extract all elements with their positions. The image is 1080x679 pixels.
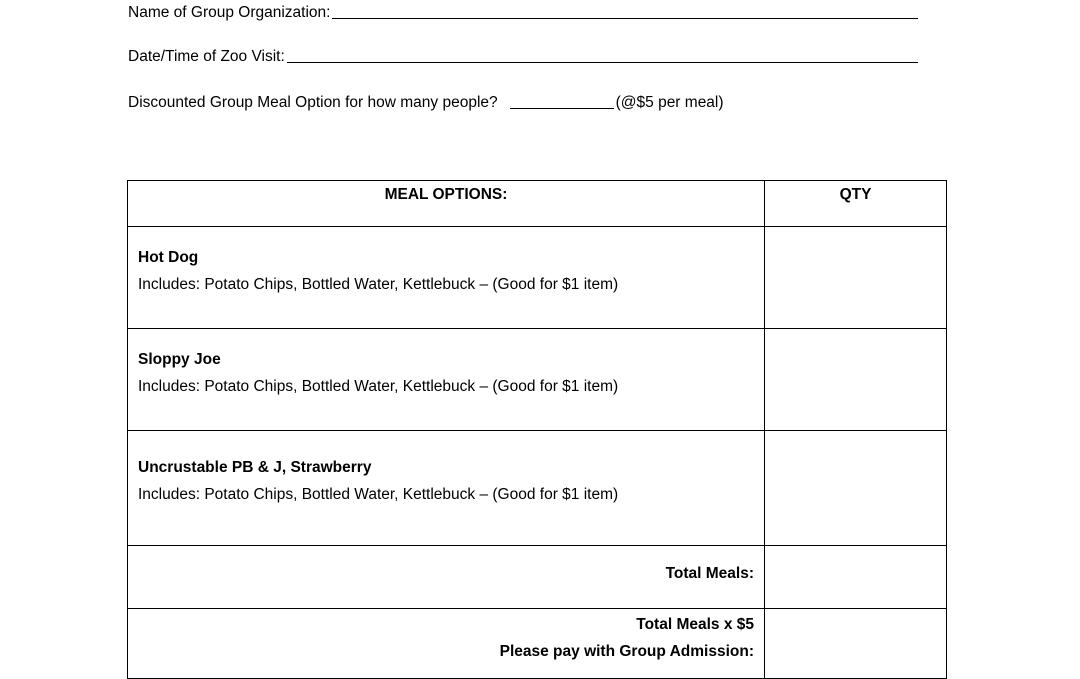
total-meals-cell[interactable] xyxy=(765,546,947,609)
org-name-field[interactable] xyxy=(332,18,918,19)
payment-note: Please pay with Group Admission: xyxy=(499,643,754,660)
table-header-row xyxy=(128,181,947,227)
visit-date-label: Date/Time of Zoo Visit: xyxy=(128,48,285,65)
org-name-row xyxy=(128,4,918,22)
meal-name: Sloppy Joe xyxy=(138,351,221,368)
org-name-label: Name of Group Organization: xyxy=(128,4,331,21)
qty-cell[interactable] xyxy=(765,431,947,546)
meal-description: Includes: Potato Chips, Bottled Water, Kettlebuck – (Good for $1 item) xyxy=(138,276,619,293)
qty-cell[interactable] xyxy=(765,227,947,329)
table-row xyxy=(128,431,947,546)
table-row xyxy=(128,329,947,431)
meal-name: Uncrustable PB & J, Strawberry xyxy=(138,459,372,476)
meal-options-table xyxy=(127,180,947,679)
meal-option-cell xyxy=(128,329,765,431)
visit-date-row xyxy=(128,48,918,66)
total-cost-row xyxy=(128,609,947,679)
total-meals-row xyxy=(128,546,947,609)
table-row xyxy=(128,227,947,329)
qty-cell[interactable] xyxy=(765,329,947,431)
meal-count-row xyxy=(128,94,724,112)
meal-count-field[interactable] xyxy=(510,108,614,109)
meal-option-cell xyxy=(128,227,765,329)
meal-options-header: MEAL OPTIONS: xyxy=(128,181,765,227)
visit-date-field[interactable] xyxy=(287,62,918,63)
total-cost-label-cell xyxy=(128,609,765,679)
meal-description: Includes: Potato Chips, Bottled Water, Kettlebuck – (Good for $1 item) xyxy=(138,378,619,395)
total-cost-label: Total Meals x $5 xyxy=(636,616,754,633)
total-cost-cell[interactable] xyxy=(765,609,947,679)
total-meals-label: Total Meals: xyxy=(128,546,765,609)
meal-price-note: (@$5 per meal) xyxy=(615,94,724,111)
qty-header: QTY xyxy=(765,181,947,227)
meal-count-label: Discounted Group Meal Option for how many people? xyxy=(128,94,498,111)
meal-name: Hot Dog xyxy=(138,249,199,266)
meal-option-cell xyxy=(128,431,765,546)
meal-description: Includes: Potato Chips, Bottled Water, Kettlebuck – (Good for $1 item) xyxy=(138,486,619,503)
